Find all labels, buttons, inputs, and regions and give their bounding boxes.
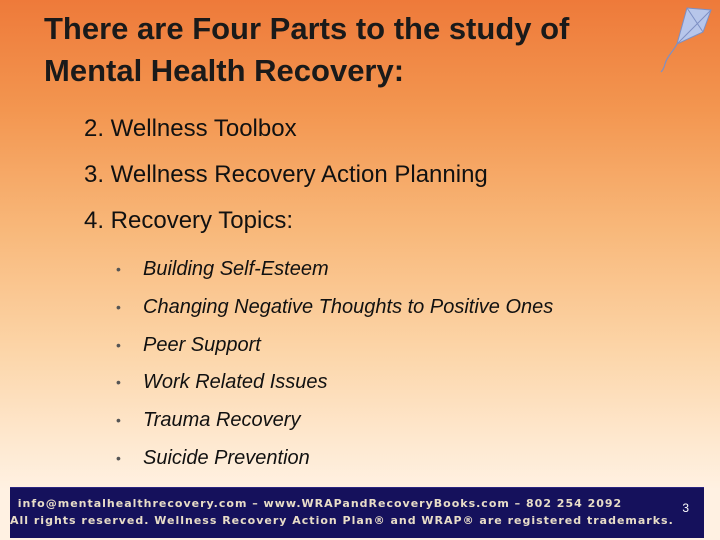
footer-banner <box>10 487 704 538</box>
numbered-item: 2. Wellness Toolbox <box>84 115 297 142</box>
bullet-icon: • <box>116 412 121 429</box>
bullet-icon: • <box>116 449 121 466</box>
bullet-text: Building Self-Esteem <box>143 258 329 280</box>
slide-number: 3 <box>682 501 689 515</box>
list-item <box>116 407 553 445</box>
list-item <box>116 256 553 294</box>
list-item <box>116 445 553 483</box>
slide-title <box>44 8 644 92</box>
numbered-list <box>84 115 488 253</box>
list-item <box>116 332 553 370</box>
title-line-2: Mental Health Recovery: <box>44 53 405 88</box>
bullet-icon: • <box>116 261 121 277</box>
footer-contact-line: info@mentalhealthrecovery.com – www.WRAPandRecoveryBooks.com – 802 254 2092 <box>17 497 623 510</box>
recovery-topics-list <box>116 256 553 483</box>
bullet-text: Peer Support <box>143 333 261 356</box>
numbered-item: 3. Wellness Recovery Action Planning <box>84 161 488 188</box>
list-item <box>116 369 553 407</box>
list-item <box>116 294 553 332</box>
bullet-icon: • <box>116 298 121 315</box>
bullet-text: Changing Negative Thoughts to Positive Ones <box>143 295 554 318</box>
footer-copyright-line: All rights reserved. Wellness Recovery Action Plan® and WRAP® are registered trademarks. <box>10 514 674 527</box>
numbered-item: 4. Recovery Topics: <box>84 207 293 234</box>
bullet-text: Trauma Recovery <box>143 409 301 432</box>
bullet-icon: • <box>116 336 121 353</box>
title-line-1: There are Four Parts to the study of <box>44 11 570 46</box>
bullet-text: Work Related Issues <box>143 371 328 394</box>
bullet-text: Suicide Prevention <box>143 446 310 469</box>
kite-icon <box>655 4 717 74</box>
bullet-icon: • <box>116 374 121 391</box>
